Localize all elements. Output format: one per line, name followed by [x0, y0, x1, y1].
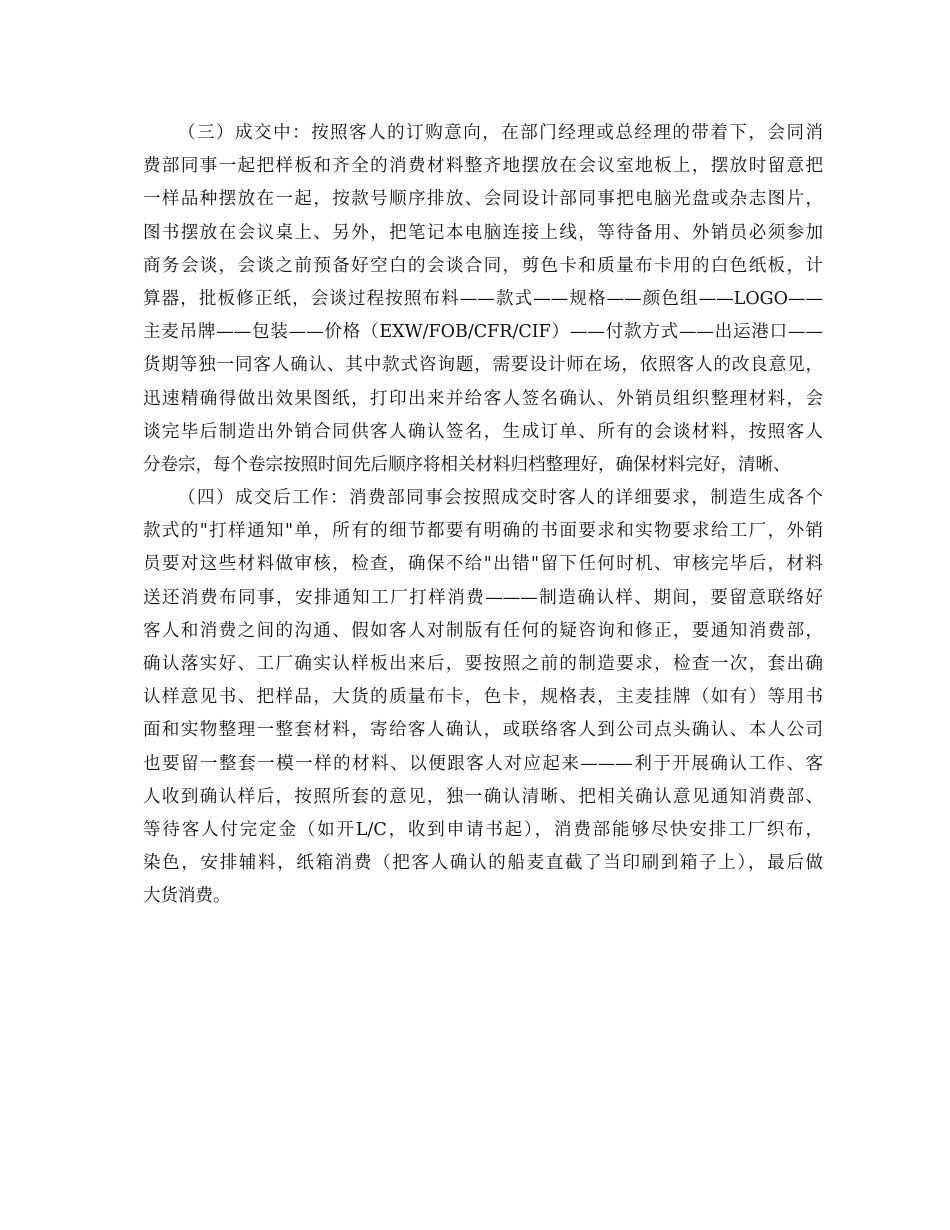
text-line: （四）成交后工作：消费部同事会按照成交时客人的详细要求，制造生成各个: [178, 488, 823, 509]
text-line: 客人和消费之间的沟通、假如客人对制版有任何的疑咨询和修正，要通知消费部，: [143, 620, 823, 641]
paragraph-after-deal: [143, 482, 823, 913]
text-line: 员要对这些材料做审核，检查，确保不给"出错"留下任何时机、审核完毕后，材料: [143, 554, 823, 575]
text-line: 确认落实好、工厂确实认样板出来后，要按照之前的制造要求，检查一次，套出确: [143, 654, 823, 674]
text-line: 分卷宗，每个卷宗按照时间先后顺序将相关材料归档整理好，确保材料完好，清晰、: [143, 454, 791, 475]
text-line: 一样品种摆放在一起，按款号顺序排放、会同设计部同事把电脑光盘或杂志图片，: [143, 189, 823, 210]
text-line: 送还消费布同事，安排通知工厂打样消费———制造确认样、期间，要留意联络好: [143, 587, 823, 608]
text-line: 大货消费。: [143, 886, 231, 907]
text-line: 人收到确认样后，按照所套的意见，独一确认清晰、把相关确认意见通知消费部、: [143, 786, 823, 807]
text-line: 等待客人付完定金（如开L/C，收到申请书起），消费部能够尽快安排工厂织布，: [143, 819, 823, 840]
text-line: 迅速精确得做出效果图纸，打印出来并给客人签名确认、外销员组织整理材料，会: [143, 388, 823, 409]
text-line: 染色，安排辅料，纸箱消费（把客人确认的船麦直截了当印刷到箱子上），最后做: [143, 853, 823, 874]
text-line: 图书摆放在会议桌上、另外，把笔记本电脑连接上线，等待备用、外销员必须参加: [143, 222, 823, 243]
text-line: 也要留一整套一模一样的材料、以便跟客人对应起来———利于开展确认工作、客: [143, 753, 823, 774]
paragraph-deal-in-progress: [143, 117, 823, 482]
text-line: 谈完毕后制造出外销合同供客人确认签名，生成订单、所有的会谈材料，按照客人: [143, 421, 823, 442]
text-line: 算器，批板修正纸，会谈过程按照布料——款式——规格——颜色组——LOGO——: [143, 288, 823, 309]
document-body: [143, 117, 823, 914]
text-line: 商务会谈，会谈之前预备好空白的会谈合同，剪色卡和质量布卡用的白色纸板，计: [143, 255, 823, 276]
text-line: 款式的"打样通知"单，所有的细节都要有明确的书面要求和实物要求给工厂，外销: [143, 521, 823, 542]
text-line: 认样意见书、把样品，大货的质量布卡，色卡，规格表，主麦挂牌（如有）等用书: [143, 687, 823, 708]
text-line: 面和实物整理一整套材料，寄给客人确认，或联络客人到公司点头确认、本人公司: [143, 720, 823, 741]
text-line: （三）成交中：按照客人的订购意向，在部门经理或总经理的带着下，会同消: [178, 123, 823, 143]
text-line: 货期等独一同客人确认、其中款式咨询题，需要设计师在场，依照客人的改良意见，: [143, 355, 823, 376]
text-line: 费部同事一起把样板和齐全的消费材料整齐地摆放在会议室地板上，摆放时留意把: [143, 156, 823, 177]
text-line: 主麦吊牌——包装——价格（EXW/FOB/CFR/CIF）——付款方式——出运港口——: [143, 322, 823, 343]
